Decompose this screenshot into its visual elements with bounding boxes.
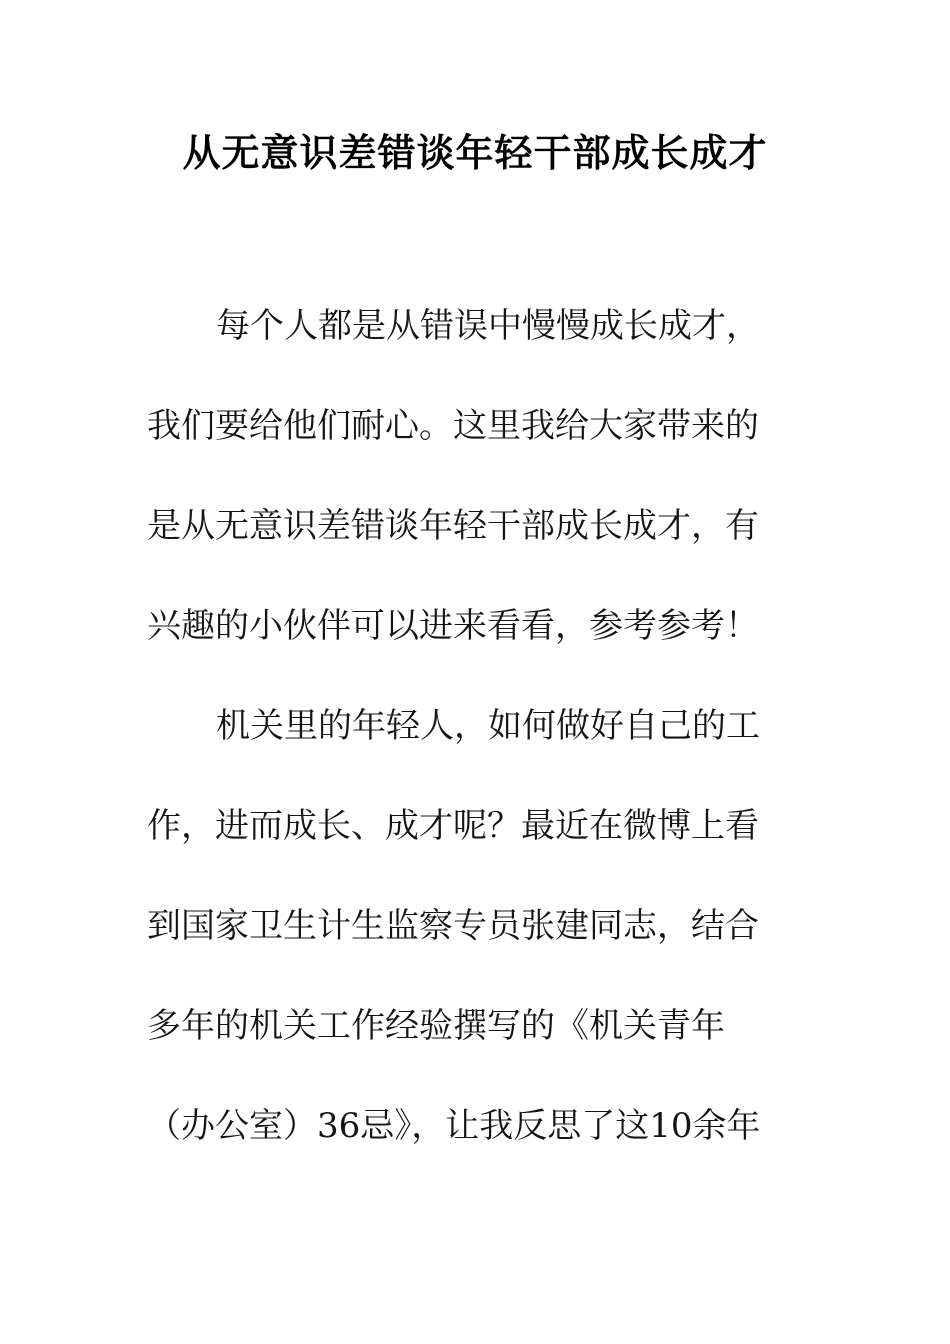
paragraph-line: 多年的机关工作经验撰写的《机关青年 (147, 1006, 725, 1046)
paragraph-line: 作，进而成长、成才呢？最近在微博上看 (147, 806, 759, 846)
paragraph-line: 机关里的年轻人，如何做好自己的工 (216, 706, 760, 746)
paragraph-line: （办公室）36忌》，让我反思了这10余年 (147, 1106, 761, 1146)
paragraph-line: 每个人都是从错误中慢慢成长成才， (216, 306, 760, 346)
document-title: 从无意识差错谈年轻干部成长成才 (182, 131, 768, 175)
paragraph-line: 是从无意识差错谈年轻干部成长成才，有 (147, 506, 759, 546)
paragraph-line: 到国家卫生计生监察专员张建同志，结合 (147, 906, 759, 946)
paragraph-line: 我们要给他们耐心。这里我给大家带来的 (147, 406, 759, 446)
paragraph-line: 兴趣的小伙伴可以进来看看，参考参考！ (147, 606, 759, 646)
